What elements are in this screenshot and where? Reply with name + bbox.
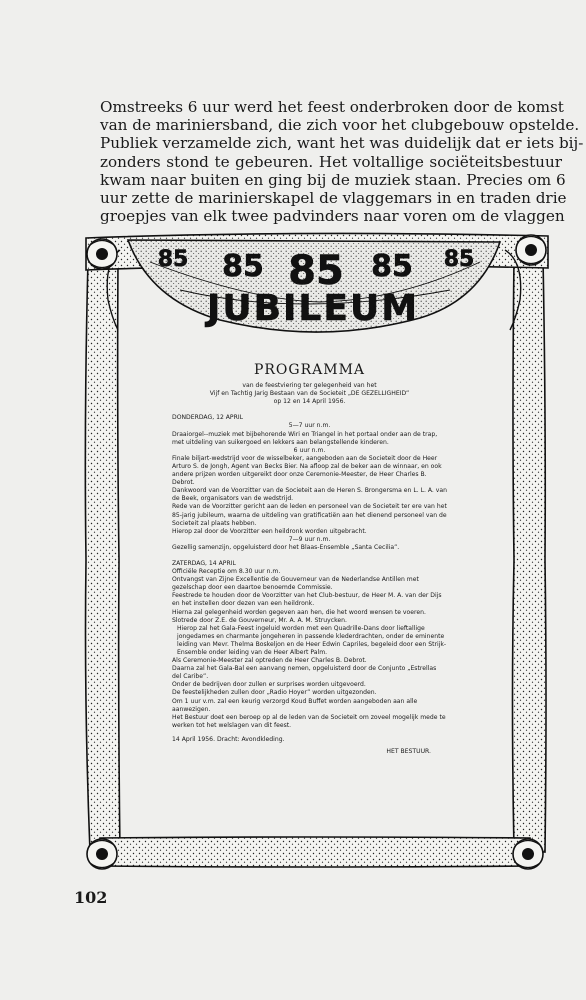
intro-line: Omstreeks 6 uur werd het feest onderbroken door de komst (100, 98, 564, 116)
bottom-bar (100, 837, 530, 867)
banner-number: 85 (371, 249, 413, 284)
programme-subtitle-line: van de feestviering ter gelegenheid van het (242, 382, 377, 390)
rosette-top-left (87, 239, 117, 269)
programme-text (172, 362, 448, 756)
banner-number: 85 (443, 247, 475, 272)
programme-item: Om 1 uur v.m. zal een keurig verzorgd Koud Buffet worden aangeboden aan alle aanwezigen. (172, 697, 418, 713)
rosette-bottom-left (87, 839, 117, 869)
programme-item: Hierop zal het Gala-Feest ingeluid worden met een Quadrille-Dans door lieftallige jongedames en charmante jongeheren in passende klederdrachten, onder de eminente leiding van Mevr. Thelma Boskeljon en de Heer Edwin Capriles, begeleid door een Strijk-Ensemble onder leiding van de Heer Albert Palm. (177, 624, 447, 656)
programme-item: Hierop zal door de Voorzitter een heildronk worden uitgebracht. (172, 527, 367, 535)
day-heading: ZATERDAG, 14 APRIL (172, 559, 236, 567)
programme-item: Finale biljart-wedstrijd voor de wisselbeker, aangeboden aan de Societeit door de Heer Arturo S. de Jongh, Agent van Becks Bier. Na afloop zal de beker aan de winnaar, en ook andere prijzen worden uitgereikt door onze Ceremonie-Meester, de Heer Charles B. Debrot. (172, 454, 442, 487)
programme-item: Onder de bedrijven door zullen er surprises worden uitgevoerd. (172, 681, 366, 689)
programme-item: Feestrede te houden door de Voorzitter van het Club-bestuur, de Heer M. A. van der Dijs en het instellen door dezen van een heildronk. (172, 592, 442, 608)
intro-line: groepjes van elk twee padvinders naar voren om de vlaggen (100, 207, 565, 226)
programme-item: Draaiorgel--muziek met bijbehorende Wiri en Triangel in het portaal onder aan de trap, met uitdeling van suikergoed en lekkers aan belangstellende kinderen. (172, 430, 438, 446)
programme-subtitle-line: Vijf en Tachtig Jarig Bestaan van de Societeit „DE GEZELLIGHEID” (209, 390, 410, 398)
banner-number: 85 (222, 249, 264, 284)
programme-item: Ontvangst van Zijne Excellentie de Gouverneur van de Nederlandse Antillen met gezelschap door een daartoe benoemde Commissie. (172, 576, 419, 592)
right-pillar (513, 258, 547, 852)
programme-item: Slotrede door Z.E. de Gouverneur, Mr. A. A. M. Struycken. (172, 616, 347, 624)
intro-line: zonders stond te gebeuren. Het voltallige sociëteitsbestuur (100, 152, 562, 171)
page-number: 102 (74, 888, 108, 907)
rosette-bottom-right (513, 839, 543, 869)
programme-item: Als Ceremonie-Meester zal optreden de Heer Charles B. Debrot. (172, 657, 367, 665)
programme-subtitle-line: op 12 en 14 April 1956. (273, 398, 346, 406)
programme-item: Rede van de Voorzitter gericht aan de leden en personeel van de Societeit ter ere van het 85-jarig jubileum, waarna de uitdeling van gratificatiën aan het dienend personeel van de Societeit zal plaats hebben. (172, 503, 447, 527)
banner-number: 85 (157, 247, 189, 272)
intro-line: Publiek verzamelde zich, want het was duidelijk dat er iets bij- (100, 134, 584, 153)
programme-item: Dankwoord van de Voorzitter van de Societeit aan de Heren S. Brongersma en L. L. A. van de Beek, organisators van de wedstrijd. (172, 487, 448, 503)
day-heading: DONDERDAG, 12 APRIL (172, 414, 244, 422)
time-slot: 7—9 uur n.m. (288, 535, 331, 543)
banner-word: JUBILEUM (206, 288, 420, 329)
rosette-top-right (516, 235, 546, 265)
left-pillar (85, 260, 120, 852)
programme-item: Gezellig samenzijn, opgeluisterd door het Blaas-Ensemble „Santa Cecilia”. (172, 543, 400, 551)
footer-date: 14 April 1956. Dracht: Avondkleding. (172, 735, 285, 743)
time-slot: 6 uur n.m. (293, 446, 326, 454)
programme-title: PROGRAMMA (253, 362, 366, 378)
time-slot: 5—7 uur n.m. (288, 422, 331, 430)
programme-item: De feestelijkheden zullen door „Radio Hoyer” worden uitgezonden. (172, 689, 377, 697)
programme-item: Hierna zal gelegenheid worden gegeven aan hen, die het woord wensen te voeren. (172, 608, 426, 616)
programme-item: Officiële Receptie om 8.30 uur n.m. (172, 568, 281, 576)
programme-item: Daarna zal het Gala-Bal een aanvang nemen, opgeluisterd door de Conjunto „Estrellas del Caribe”. (172, 665, 437, 681)
intro-line: uur zette de marinierskapel de vlaggemars in en traden drie (100, 189, 567, 208)
intro-line: van de mariniersband, die zich voor het clubgebouw opstelde. (100, 116, 580, 135)
banner-number: 85 (288, 248, 344, 294)
programme-item: Het Bestuur doet een beroep op al de leden van de Societeit om zoveel mogelijk mede te werken tot het welslagen van dit feest. (172, 713, 446, 729)
intro-line: kwam naar buiten en ging bij de muziek staan. Precies om 6 (100, 170, 566, 189)
signature: HET BESTUUR. (386, 748, 431, 756)
